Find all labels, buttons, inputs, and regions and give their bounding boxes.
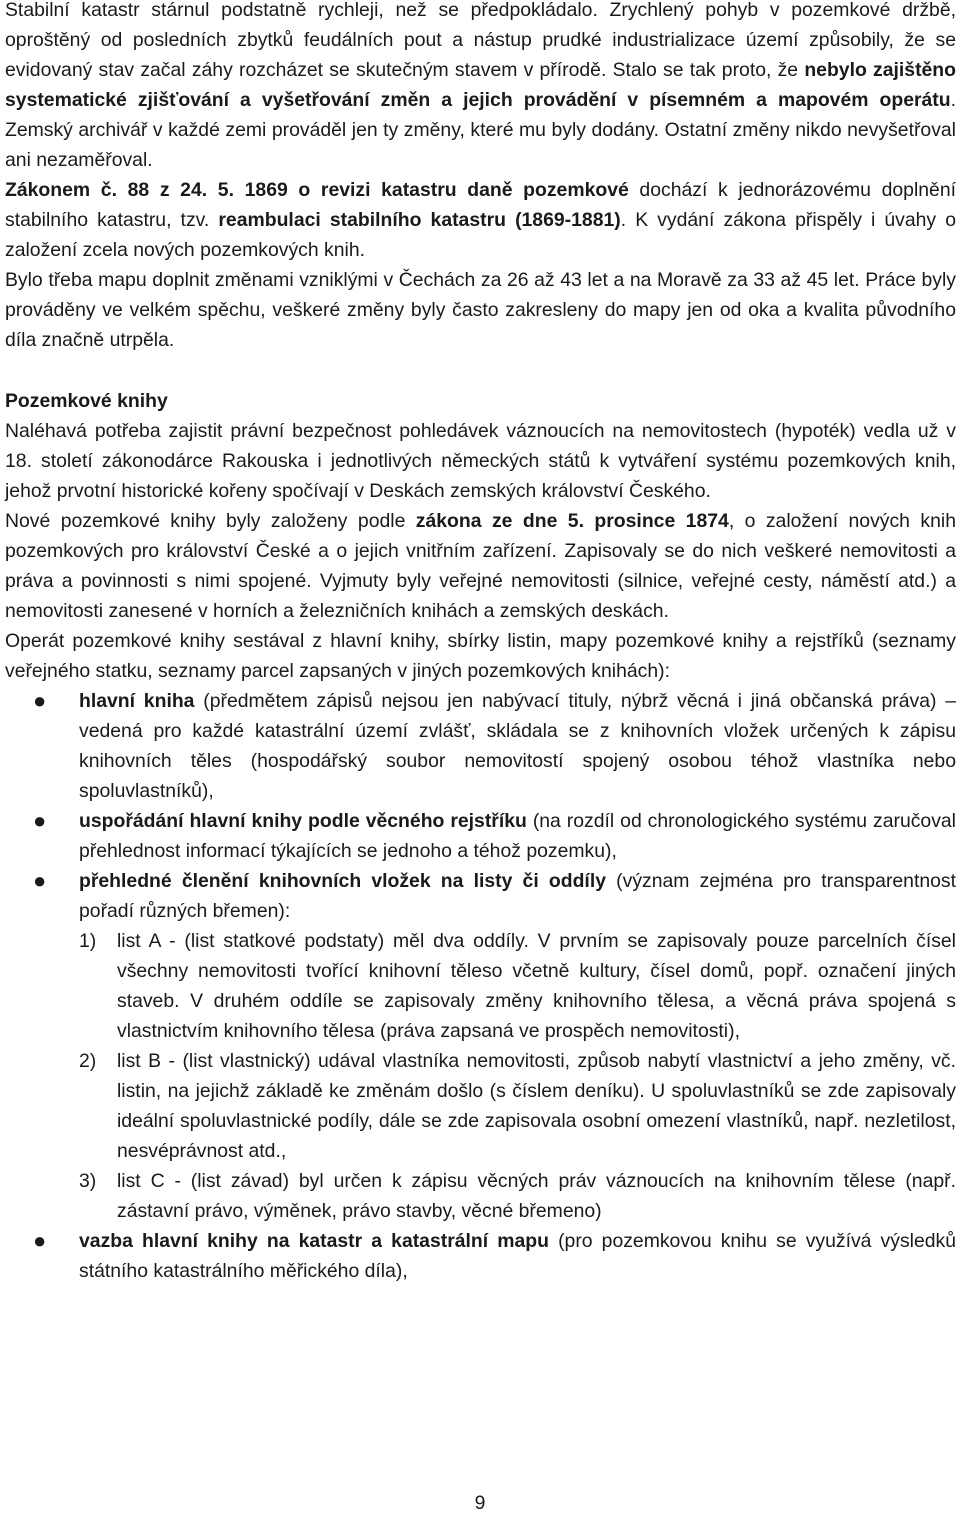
bullet-icon: ● bbox=[33, 808, 47, 833]
spacer bbox=[5, 355, 956, 386]
item-number: 3) bbox=[79, 1170, 97, 1192]
bold-text: vazba hlavní knihy na katastr a katastrální mapu bbox=[79, 1230, 549, 1252]
text: (na rozdíl od chronologického systému zaručoval přehlednost informací týkajících se jednoho a téhož pozemku), bbox=[79, 810, 956, 862]
paragraph-map-update: Bylo třeba mapu doplnit změnami vzniklými v Čechách za 26 až 43 let a na Moravě za 33 až 45 let. Práce byly prováděny ve velkém spěchu, veškeré změny byly často zakresleny do mapy jen od oka a kvalita původního díla značně utrpěla. bbox=[5, 269, 956, 351]
text: Nové pozemkové knihy byly založeny podle bbox=[5, 510, 416, 532]
text: Stabilní katastr stárnul podstatně rychleji, než se předpokládalo. Zrychlený pohyb v pozemkové držbě, oproštěný od posledních zbytků feudálních pout a nástup prudké industrializace území způsobily, že se evidovaný stav začal záhy rozcházet se skutečným stavem v přírodě. Stalo se tak proto, že bbox=[5, 0, 956, 81]
text: list B - (list vlastnický) udával vlastníka nemovitosti, způsob nabytí vlastnictví a jeho změny, vč. listin, na jejichž základě ke změnám došlo (s číslem deníku). U spoluvlastníků se zde zapisovaly ideální spoluvlastnické podíly, dále se zde zapisovala osobní omezení vlastníků, např. nezletilost, nesvéprávnost atd., bbox=[117, 1050, 956, 1162]
item-number: 2) bbox=[79, 1050, 97, 1072]
text: . Zemský archivář v každé zemi prováděl jen ty změny, které mu byly dodány. Ostatní změny nikdo nevyšetřoval ani nezaměřoval. bbox=[5, 89, 956, 171]
numbered-list bbox=[79, 926, 956, 1226]
page-number: 9 bbox=[474, 1492, 486, 1514]
text: , o založení nových knih pozemkových pro království České a o jejich vnitřním zařízení. Zapisovaly se do nich veškeré nemovitosti a práva a povinnosti s nimi spojené. Vyjmuty byly veřejné nemovitosti (silnice, veřejné cesty, náměstí atd.) a nemovitosti zanesené v horních a železničních knihách a zemských deskách. bbox=[5, 510, 956, 622]
list-item bbox=[5, 806, 956, 866]
text: (pro pozemkovou knihu se využívá výsledků státního katastrálního měřického díla), bbox=[79, 1230, 957, 1282]
paragraph-revision-law bbox=[5, 175, 956, 265]
paragraph-new-land-books bbox=[5, 506, 956, 626]
text: (předmětem zápisů nejsou jen nabývací tituly, nýbrž věcná i jiná občanská práva) – vedená pro každé katastrální území zvlášť, skládala se z knihovních vložek určených k zápisu knihovních těles (hospodářský soubor nemovitostí spojený osobou téhož vlastníka nebo spoluvlastníků), bbox=[79, 690, 956, 802]
bullet-icon: ● bbox=[33, 868, 47, 893]
paragraph-land-books-intro: Naléhavá potřeba zajistit právní bezpečnost pohledávek váznoucích na nemovitostech (hypoték) vedla už v 18. století zákonodárce Rakouska i jednotlivých německých států k vytváření systému pozemkových knih, jehož prvotní historické kořeny spočívají v Deskách zemských království Českého. bbox=[5, 420, 956, 502]
paragraph-operat: Operát pozemkové knihy sestával z hlavní knihy, sbírky listin, mapy pozemkové knihy a rejstříků (seznamy veřejného statku, seznamy parcel zapsaných v jiných pozemkových knihách): bbox=[5, 630, 956, 682]
section-heading bbox=[5, 386, 956, 416]
bold-text: nebylo zajištěno systematické zjišťování a vyšetřování změn a jejich provádění v písemném a mapovém operátu bbox=[5, 59, 956, 111]
text: dochází k jednorázovému doplnění stabilního katastru, tzv. bbox=[5, 179, 956, 231]
text: list C - (list závad) byl určen k zápisu věcných práv váznoucích na knihovním tělese (např. zástavní právo, výměnek, právo stavby, věcné břemeno) bbox=[117, 1170, 956, 1222]
text: . K vydání zákona přispěly i úvahy o založení zcela nových pozemkových knih. bbox=[5, 209, 957, 261]
bullet-icon: ● bbox=[33, 1228, 47, 1253]
list-item bbox=[5, 1226, 956, 1286]
numbered-item bbox=[79, 1166, 956, 1226]
bold-text: reambulaci stabilního katastru (1869-1881) bbox=[218, 209, 621, 231]
numbered-item bbox=[79, 926, 956, 1046]
paragraph-stable-cadastre bbox=[5, 0, 956, 175]
list-item bbox=[5, 866, 956, 1226]
bold-text: hlavní kniha bbox=[79, 690, 195, 712]
bold-text: přehledné členění knihovních vložek na listy či oddíly bbox=[79, 870, 606, 892]
item-number: 1) bbox=[79, 930, 97, 952]
bullet-icon: ● bbox=[33, 688, 47, 713]
bold-text: zákona ze dne 5. prosince 1874 bbox=[415, 510, 729, 532]
heading-text: Pozemkové knihy bbox=[5, 390, 168, 412]
numbered-item bbox=[79, 1046, 956, 1166]
bold-text: Zákonem č. 88 z 24. 5. 1869 o revizi katastru daně pozemkové bbox=[5, 179, 629, 201]
list-item bbox=[5, 686, 956, 806]
document-page bbox=[5, 0, 956, 1286]
text: (význam zejména pro transparentnost pořadí různých břemen): bbox=[79, 870, 957, 922]
bold-text: uspořádání hlavní knihy podle věcného rejstříku bbox=[79, 810, 527, 832]
text: list A - (list statkové podstaty) měl dva oddíly. V prvním se zapisovaly pouze parcelních čísel všechny nemovitosti tvořící knihovní těleso včetně kultury, čísel domů, popř. označení jiných staveb. V druhém oddíle se zapisovaly změny knihovního tělesa, a věcná práva spojená s vlastnictvím knihovního tělesa (práva zapsaná ve prospěch nemovitosti), bbox=[117, 930, 956, 1042]
bullet-list bbox=[5, 686, 956, 1286]
